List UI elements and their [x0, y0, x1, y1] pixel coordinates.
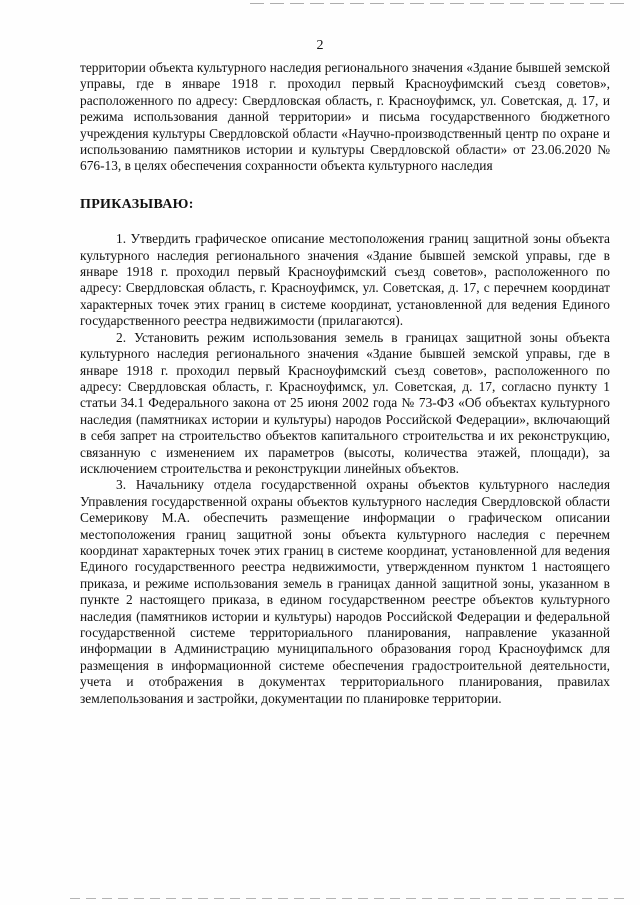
order-heading: ПРИКАЗЫВАЮ: [80, 196, 194, 212]
order-item-3: 3. Начальнику отдела государственной охраны объектов культурного наследия Управления государственной охраны объектов культурного наследия Свердловской области Семерикову М.А. обеспечить размещение информации о графическом описании местоположения границ защитной зоны объекта культурного наследия с перечнем координат характерных точек этих границ в системе координат, установленной для ведения Единого государственного реестра недвижимости, утвержденном пунктом 1 настоящего приказа, и режиме использования земель в границах данной защитной зоны, указанном в пункте 2 настоящего приказа, в едином государственном реестре объектов культурного наследия (памятников истории и культуры) народов Российской Федерации и федеральной государственной системе территориального планирования, направление указанной информации в Администрацию муниципального образования город Красноуфимск для размещения в информационной системе обеспечения градостроительной деятельности, учета и отображения в документах территориального планирования, правилах землепользования и застройки, документации по планировке территории. [80, 477, 610, 706]
page-number: 2 [316, 38, 324, 53]
document-body [80, 60, 610, 707]
order-item-1: 1. Утвердить графическое описание местоположения границ защитной зоны объекта культурного наследия регионального значения «Здание бывшей земской управы, где в январе 1918 г. проходил первый Красноуфимский съезд советов», расположенного по адресу: Свердловская область, г. Красноуфимск, ул. Советская, д. 17, с перечнем координат характерных точек этих границ в системе координат, установленной для ведения Единого государственного реестра недвижимости (прилагаются). [80, 231, 610, 329]
intro-paragraph: территории объекта культурного наследия регионального значения «Здание бывшей земской управы, где в январе 1918 г. проходил первый Красноуфимский съезд советов», расположенного по адресу: Свердловская область, г. Красноуфимск, ул. Советская, д. 17, и режима использования данной территории» и письма государственного бюджетного учреждения культуры Свердловской области «Научно-производственный центр по охране и использованию памятников истории и культуры Свердловской области» от 23.06.2020 № 676-13, в целях обеспечения сохранности объекта культурного наследия [80, 60, 610, 174]
top-scan-edge [250, 3, 630, 4]
order-item-2: 2. Установить режим использования земель в границах защитной зоны объекта культурного наследия регионального значения «Здание бывшей земской управы, где в январе 1918 г. проходил первый Красноуфимский съезд советов», расположенного по адресу: Свердловская область, г. Красноуфимск, ул. Советская, д. 17, согласно пункту 1 статьи 34.1 Федерального закона от 25 июня 2002 года № 73-ФЗ «Об объектах культурного наследия (памятниках истории и культуры) народов Российской Федерации», включающий в себя запрет на строительство объектов капитального строительства и их реконструкцию, связанную с изменением их параметров (высоты, количества этажей, площади), за исключением строительства и реконструкции линейных объектов. [80, 329, 610, 476]
bottom-scan-edge [70, 898, 630, 899]
